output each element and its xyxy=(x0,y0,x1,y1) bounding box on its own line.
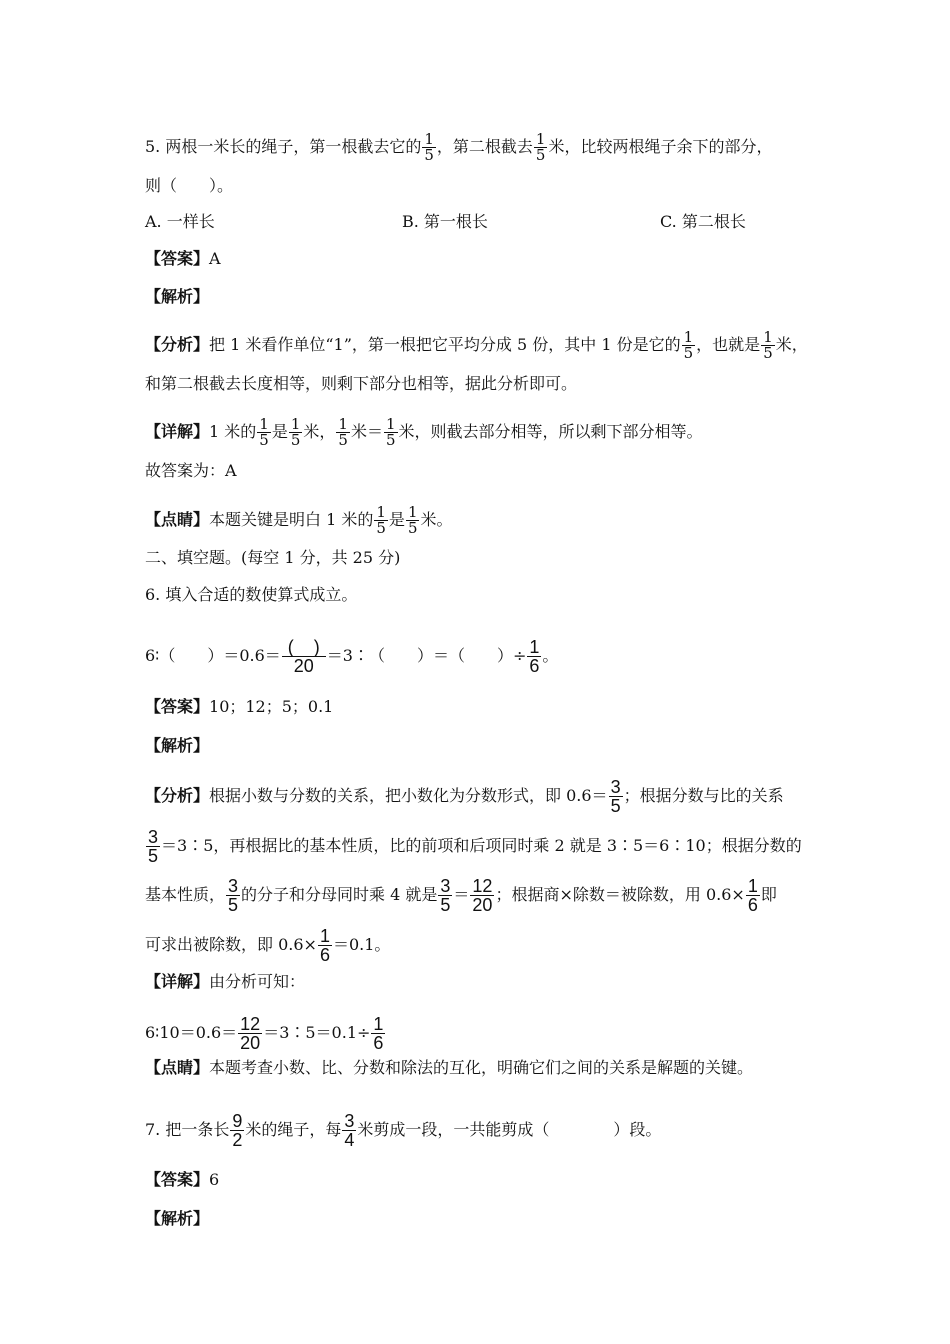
fraction: $\frac{1}{5}$ xyxy=(385,415,396,449)
fraction: $\frac{3}{5}$ xyxy=(610,777,621,816)
q6-jiexi: 【解析】 xyxy=(145,736,210,755)
fraction: $\frac{12}{20}$ xyxy=(240,1014,261,1053)
q5-option-c: C. 第二根长 xyxy=(660,212,746,231)
fraction: $\frac{1}{5}$ xyxy=(535,130,546,164)
q5-point: 【点睛】本题关键是明白 1 米的 $\frac{1}{5}$ 是 $\frac{1}{5}$ 米。 xyxy=(145,503,453,537)
section-heading: 二、填空题。(每空 1 分，共 25 分) xyxy=(145,548,401,567)
fraction: $\frac{12}{20}$ xyxy=(472,876,493,915)
q5-answer: 【答案】A xyxy=(145,249,221,268)
fraction: $\frac{1}{6}$ xyxy=(319,926,330,965)
q6-detail-equation: 6∶10＝0.6＝ $\frac{12}{20}$ ＝3∶5＝0.1÷ $\frac{1}{6}$ xyxy=(145,1014,384,1053)
q5-jiexi: 【解析】 xyxy=(145,287,210,306)
fraction: $\frac{1}{6}$ xyxy=(529,637,540,676)
q5-analysis-line1: 【分析】把 1 米看作单位“1”，第一根把它平均分成 5 份，其中 1 份是它的 $\frac{1}{5}$ ，也就是 $\frac{1}{5}$ 米， xyxy=(145,328,808,362)
fraction: $\frac{1}{5}$ xyxy=(407,503,418,537)
q7-stem: 7. 把一条长 $\frac{9}{2}$ 米的绳子，每 $\frac{3}{4}$ 米剪成一段，一共能剪成（ ）段。 xyxy=(145,1111,662,1150)
q5-final: 故答案为：A xyxy=(145,461,237,480)
fraction: $\frac{1}{5}$ xyxy=(376,503,386,537)
q6-analysis-line3: 基本性质， $\frac{3}{5}$ 的分子和分母同时乘 4 就是 $\frac{3}{5}$ ＝ $\frac{12}{20}$ ；根据商×除数＝被除数，用 0.6× $\frac{1}{6}$ 即 xyxy=(145,876,777,915)
q5-stem-text: 5. 两根一米长的绳子，第一根截去它的 xyxy=(145,137,422,156)
fraction: $\frac{1}{5}$ xyxy=(424,130,434,164)
fraction: $\frac{9}{2}$ xyxy=(232,1111,243,1150)
fraction: $\frac{1}{6}$ xyxy=(373,1014,384,1053)
fraction: $\frac{3}{5}$ xyxy=(228,876,239,915)
q5-stem-line1: 5. 两根一米长的绳子，第一根截去它的 $\frac{1}{5}$ ，第二根截去 $\frac{1}{5}$ 米，比较两根绳子余下的部分， xyxy=(145,130,773,164)
q5-stem-line2: 则（ ）。 xyxy=(145,176,234,195)
q5-detail: 【详解】1 米的 $\frac{1}{5}$ 是 $\frac{1}{5}$ 米， $\frac{1}{5}$ 米＝ $\frac{1}{5}$ 米，则截去部分相等，所以剩下部分相等。 xyxy=(145,415,703,449)
fraction: $\frac{1}{5}$ xyxy=(290,415,301,449)
q6-analysis-line2: $\frac{3}{5}$ ＝3∶5，再根据比的基本性质，比的前项和后项同时乘 2 就是 3∶5＝6∶10；根据分数的 xyxy=(148,827,802,866)
q7-jiexi: 【解析】 xyxy=(145,1209,210,1228)
fraction: $\frac{1}{5}$ xyxy=(763,328,773,362)
q6-detail: 【详解】由分析可知： xyxy=(145,972,306,991)
q5-analysis-line2: 和第二根截去长度相等，则剩下部分也相等，据此分析即可。 xyxy=(145,374,578,393)
fraction: $\frac{1}{5}$ xyxy=(683,328,694,362)
q6-analysis-line4: 可求出被除数，即 0.6× $\frac{1}{6}$ ＝0.1。 xyxy=(145,926,391,965)
q5-option-b: B. 第一根长 xyxy=(402,212,488,231)
q6-equation: 6∶（ ）＝0.6＝ $\frac{( )}{20}$ ＝3∶（ ）＝（ ）÷ $\frac{1}{6}$ 。 xyxy=(145,637,559,676)
fraction: $\frac{3}{5}$ xyxy=(148,827,159,866)
q6-stem: 6. 填入合适的数使算式成立。 xyxy=(145,585,358,604)
fraction: $\frac{1}{5}$ xyxy=(338,415,348,449)
q6-answer: 【答案】10；12；5；0.1 xyxy=(145,697,334,716)
q6-point: 【点睛】本题考查小数、比、分数和除法的互化，明确它们之间的关系是解题的关键。 xyxy=(145,1058,754,1077)
fraction: $\frac{1}{6}$ xyxy=(747,876,758,915)
q6-analysis-line1: 【分析】根据小数与分数的关系，把小数化为分数形式，即 0.6＝ $\frac{3}{5}$ ；根据分数与比的关系 xyxy=(145,777,784,816)
q7-answer: 【答案】6 xyxy=(145,1170,220,1189)
fraction: $\frac{1}{5}$ xyxy=(259,415,269,449)
fraction: $\frac{3}{4}$ xyxy=(344,1111,355,1150)
fraction-blank: $\frac{( )}{20}$ xyxy=(282,638,326,675)
q5-option-a: A. 一样长 xyxy=(145,212,215,231)
fraction: $\frac{3}{5}$ xyxy=(440,876,451,915)
